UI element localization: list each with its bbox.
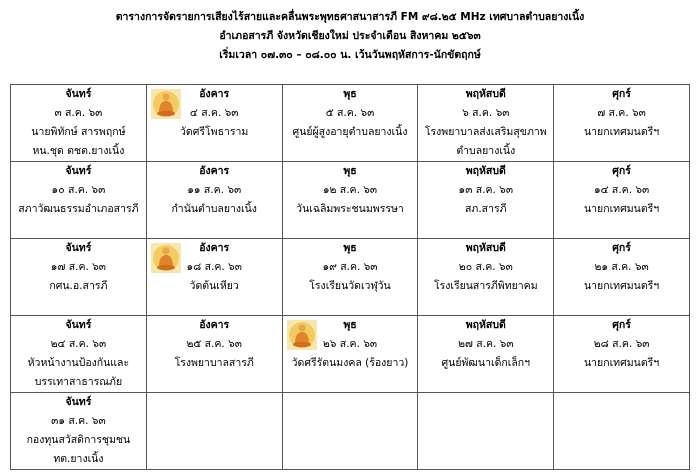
schedule-cell <box>418 85 554 162</box>
date-label: ๕ ส.ค. ๖๓ <box>325 107 375 119</box>
day-name: ศุกร์ <box>612 242 631 254</box>
day-name: ศุกร์ <box>612 165 631 177</box>
date-label: ๑๓ ส.ค. ๖๓ <box>458 184 514 196</box>
organization-name: บรรเทาสาธารณภัย <box>34 376 123 388</box>
organization-name: หัวหน้างานป้องกันและ <box>27 357 130 369</box>
day-name: อังคาร <box>199 88 230 100</box>
day-name: จันทร์ <box>65 242 92 254</box>
organization-name: ตำบลยางเนิ้ง <box>456 145 516 157</box>
organization-name: โรงเรียนสารภีพิทยาคม <box>433 280 538 292</box>
date-label: ๑๔ ส.ค. ๖๓ <box>593 184 650 196</box>
organization-name: สภาวัฒนธรรมอำเภอสารภี <box>18 203 139 215</box>
organization-name: นายกเทศมนตรีฯ <box>583 203 660 215</box>
schedule-cell <box>282 162 418 239</box>
organization-name: โรงพยาบาลสารภี <box>174 357 254 369</box>
schedule-cell <box>418 162 554 239</box>
day-name: จันทร์ <box>65 319 92 331</box>
organization-name: กองทุนสวัสดิการชุมชน <box>26 434 131 446</box>
day-name: จันทร์ <box>65 88 92 100</box>
schedule-cell <box>146 85 282 162</box>
week-row <box>11 316 690 393</box>
date-label: ๓๑ ส.ค. ๖๓ <box>51 415 106 427</box>
day-name: พุธ <box>343 242 357 254</box>
schedule-cell <box>11 85 147 162</box>
schedule-cell <box>554 162 690 239</box>
day-name: จันทร์ <box>65 396 92 408</box>
date-label: ๔ ส.ค. ๖๓ <box>189 107 239 119</box>
day-name: จันทร์ <box>65 165 92 177</box>
schedule-cell <box>554 316 690 393</box>
organization-name: ศูนย์ผู้สูงอายุตำบลยางเนิ้ง <box>292 126 408 138</box>
empty-cell <box>282 393 418 470</box>
day-name: อังคาร <box>199 165 230 177</box>
day-name: พฤหัสบดี <box>465 319 506 331</box>
buddha-monk-icon <box>151 89 181 119</box>
date-label: ๑๑ ส.ค. ๖๓ <box>187 184 242 196</box>
date-label: ๓ ส.ค. ๖๓ <box>54 107 103 119</box>
date-label: ๒๘ ส.ค. ๖๓ <box>593 338 650 350</box>
day-name: ศุกร์ <box>612 319 631 331</box>
date-label: ๗ ส.ค. ๖๓ <box>597 107 646 119</box>
schedule-cell <box>11 316 147 393</box>
organization-name: สภ.สารภี <box>465 203 507 215</box>
header-line-2: อำเภอสารภี จังหวัดเชียงใหม่ ประจำเดือน สิงหาคม ๒๕๖๓ <box>219 30 481 42</box>
date-label: ๒๐ ส.ค. ๖๓ <box>458 261 513 273</box>
organization-name: ทต.ยางเนิ้ง <box>53 453 104 465</box>
schedule-header <box>0 8 700 65</box>
day-name: อังคาร <box>199 319 230 331</box>
date-label: ๒๑ ส.ค. ๖๓ <box>594 261 649 273</box>
organization-name: นายกเทศมนตรีฯ <box>583 126 660 138</box>
week-row <box>11 85 690 162</box>
organization-name: วัดศรีรัตนมงคล (ร้องยาว) <box>291 357 409 369</box>
schedule-cell <box>282 239 418 316</box>
schedule-cell <box>146 162 282 239</box>
date-label: ๑๐ ส.ค. ๖๓ <box>51 184 106 196</box>
organization-name: กำนันตำบลยางเนิ้ง <box>171 203 257 215</box>
organization-name: หน.ชุด ตชต.ยางเนิ้ง <box>32 145 125 157</box>
schedule-table <box>10 84 690 470</box>
week-row <box>11 239 690 316</box>
empty-cell <box>146 393 282 470</box>
header-line-1: ตารางการจัดรายการเสียงไร้สายและคลื่นพระพุทธศาสนาสารภี FM ๙๘.๒๕ MHz เทศบาลตำบลยางเนิ้ง <box>115 11 585 23</box>
day-name: อังคาร <box>199 242 230 254</box>
schedule-cell <box>146 239 282 316</box>
organization-name: โรงพยาบาลส่งเสริมสุขภาพ <box>424 126 547 138</box>
week-row <box>11 393 690 470</box>
organization-name: วัดศรีโพธาราม <box>180 126 249 138</box>
schedule-cell <box>11 239 147 316</box>
day-name: พฤหัสบดี <box>465 165 506 177</box>
buddha-monk-icon <box>151 243 181 273</box>
organization-name: วัดต้นเหียว <box>189 280 239 292</box>
week-row <box>11 162 690 239</box>
empty-cell <box>554 393 690 470</box>
schedule-cell <box>554 85 690 162</box>
organization-name: ศูนย์พัฒนาเด็กเล็กฯ <box>441 357 531 369</box>
day-name: พฤหัสบดี <box>465 88 506 100</box>
date-label: ๖ ส.ค. ๖๓ <box>462 107 510 119</box>
schedule-cell <box>554 239 690 316</box>
date-label: ๒๕ ส.ค. ๖๓ <box>186 338 242 350</box>
date-label: ๑๘ ส.ค. ๖๓ <box>186 261 242 273</box>
day-name: ศุกร์ <box>612 88 631 100</box>
date-label: ๒๔ ส.ค. ๖๓ <box>50 338 107 350</box>
date-label: ๑๗ ส.ค. ๖๓ <box>50 261 106 273</box>
header-line-3: เริ่มเวลา ๐๗.๓๐ – ๐๘.๐๐ น. เว้นวันพฤหัสการ-นักขัตฤกษ์ <box>219 49 481 61</box>
date-label: ๑๙ ส.ค. ๖๓ <box>322 261 378 273</box>
day-name: พุธ <box>343 319 357 331</box>
date-label: ๑๒ ส.ค. ๖๓ <box>322 184 378 196</box>
day-name: พุธ <box>343 88 357 100</box>
organization-name: นายกเทศมนตรีฯ <box>583 280 660 292</box>
empty-cell <box>418 393 554 470</box>
organization-name: นายพิทักษ์ สารพฤกษ์ <box>31 126 126 138</box>
date-label: ๒๗ ส.ค. ๖๓ <box>458 338 514 350</box>
schedule-cell <box>146 316 282 393</box>
schedule-cell <box>282 316 418 393</box>
schedule-cell <box>418 239 554 316</box>
schedule-cell <box>11 393 147 470</box>
organization-name: โรงเรียนวัดเวฬุวัน <box>309 280 391 292</box>
schedule-cell <box>418 316 554 393</box>
organization-name: กศน.อ.สารภี <box>49 280 108 292</box>
schedule-cell <box>11 162 147 239</box>
organization-name: นายกเทศมนตรีฯ <box>583 357 660 369</box>
buddha-monk-icon <box>287 320 317 350</box>
day-name: พฤหัสบดี <box>465 242 506 254</box>
schedule-cell <box>282 85 418 162</box>
organization-name: วันเฉลิมพระชนมพรรษา <box>296 203 404 215</box>
date-label: ๒๖ ส.ค. ๖๓ <box>322 338 378 350</box>
schedule-body <box>11 85 690 470</box>
day-name: พุธ <box>343 165 357 177</box>
